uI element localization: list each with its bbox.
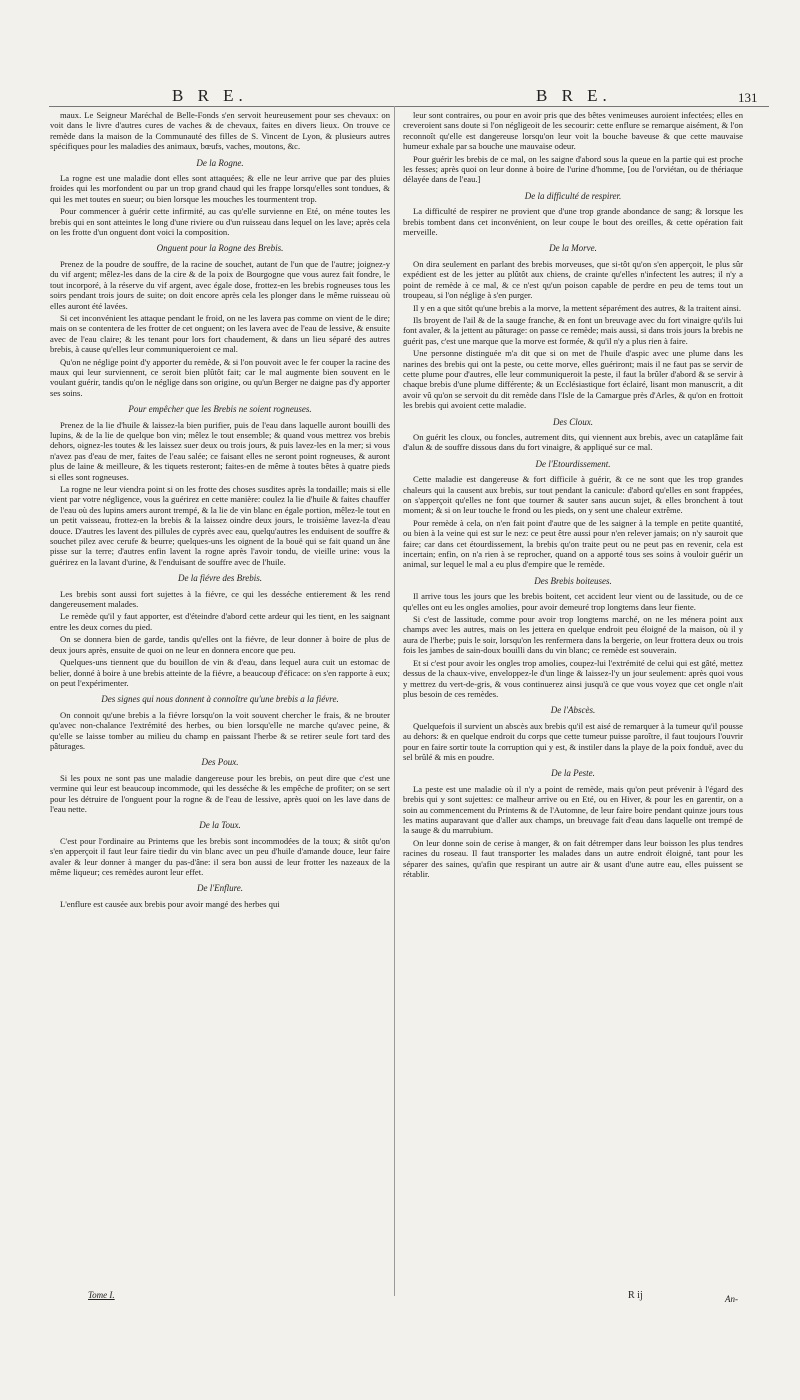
paragraph: L'enflure est causée aux brebis pour avoir mangé des herbes qui bbox=[60, 898, 280, 909]
paragraph: Si cet inconvénient les attaque pendant le froid, on ne les lavera pas comme on vient de le dire; mais on se contentera de les frotter de cet onguent; on les lavera avec de l'eau de lessive, & ensuite avec de l'eau claire; & les tenant pour lors fort chaudement, & dans un lieu séparé des autres brebis, à cause qu'elles leur communiqueroient ce mal. bbox=[50, 312, 390, 355]
paragraph: Prenez de la lie d'huile & laissez-la bien purifier, puis de l'eau dans laquelle auront bouilli des lupins, & de la lie de quelque bon vin; mêlez le tout ensemble; & quand vous mettrez vos brebis dehors, oignez-les toutes & les laissez suer deux ou trois jours, & puis lavez-les en la mer; si vous n'avez pas d'eau de mer, faites de l'eau salée; ce faisant elles ne seront point rogneuses, & auront plus de laine & meilleure, & les tiquets resteront; faites-en de même à toutes bêtes à quatre pieds si elles sont rogneuses. bbox=[50, 419, 390, 482]
left-column bbox=[50, 110, 390, 911]
section-heading: Onguent pour la Rogne des Brebis. bbox=[156, 243, 284, 254]
running-head-left: B R E. bbox=[172, 86, 248, 105]
paragraph: Pour guérir les brebis de ce mal, on les saigne d'abord sous la queue en la partie qui est proche les fesses; après quoi on leur donne à boire de l'urine d'homme, [ou de l'orviétan, ou de thériaque délayée dans de l'eau.] bbox=[403, 153, 743, 185]
section-heading: De la Peste. bbox=[551, 768, 595, 779]
paragraph: Et si c'est pour avoir les ongles trop amolies, coupez-lui l'extrémité de celui qui est gâté, mettez dessus de la chaux-vive, enveloppez-le d'un linge & laissez-l'y un jour seulement: après quoi vous y mettrez du vert-de-gris, & vous continuerez ainsi jusqu'à ce que vous voyez que cet ongle n'ait plus besoin de ces remèdes. bbox=[403, 657, 743, 699]
section-heading: De l'Abscès. bbox=[550, 705, 596, 716]
paragraph: Si c'est de lassitude, comme pour avoir trop longtems marché, on ne les ménera point aux champs avec les autres, mais on les jettera en quelque endroit peu éloigné de la maison, où il y aura de l'herbe; puis le soir, lorsqu'on les renfermera dans la bergerie, on leur frottera deux ou trois fois les jambes de sain-doux bouilli dans du vin blanc; ce remède est souverain. bbox=[403, 614, 743, 656]
paragraph: Une personne distinguée m'a dit que si on met de l'huile d'aspic avec une plume dans les narines des brebis qui ont la peste, ou cette morve, elles guériront; mais il ne faut pas se servir de cette plume pour d'autres, elle leur communiqueroit la peste, il faut la brûler d'abord & se servir à chaque brebis d'une plume différente; & un Ecclésiastique fort éclairé, lisant mon manuscrit, a dit avoir vû qu'on se servoit du dit remède dans l'Isle de la Camargue près d'Arles, & qu'on en frottoit les brebis qui avoient cette maladie. bbox=[403, 348, 743, 411]
section-heading: Des Cloux. bbox=[553, 416, 593, 427]
paragraph: leur sont contraires, ou pour en avoir pris que des bêtes venimeuses auroient infectées; elles en creveroient sans doute si l'on négligeoit de les secourir: cette enflure se remarque aisément, & l'on reconnoît qu'elle est dangereuse lorsqu'on leur voit la bouche baveuse & que cette mauvaise humeur exhale par sa bouche une mauvaise odeur. bbox=[403, 110, 743, 152]
running-head-right: B R E. bbox=[536, 86, 612, 105]
paragraph: La peste est une maladie où il n'y a point de remède, mais qu'on peut prévenir à l'égard des brebis qui y sont sujettes: ce malheur arrive ou en Eté, ou en Hiver, & pour les en garentir, on a soin au commencement du Printems & de l'Automne, de leur faire boire pendant quinze jours tous les matins auparavant que d'aller aux champs, un breuvage fait d'eau dans laquelle ont trempé de la sauge & du marrubium. bbox=[403, 783, 743, 836]
paragraph: Pour remède à cela, on n'en fait point d'autre que de les saigner à la temple en petite quantité, ou bien à la veine qui est sur le nez: ce peut être aussi pour n'en relever jamais; on n'y sauroit que faire; car dans cet étourdissement, la brebis qu'on traite peut ou ne peut pas en revenir, cela est incertain; enfin, on n'a rien à se reprocher, quand on a apporté tous ses soins à vouloir guérir un animal, sur lequel le mal a eu plus d'empire que le remède. bbox=[403, 517, 743, 570]
paragraph: On guérit les cloux, ou foncles, autrement dits, qui viennent aux brebis, avec un cataplâme fait d'alun & de souffre dissous dans du fort vinaigre, & appliqué sur ce mal. bbox=[403, 431, 743, 453]
catchword: An- bbox=[725, 1294, 738, 1304]
paragraph: Qu'on ne néglige point d'y apporter du remède, & si l'on pouvoit avec le fer couper la racine des maux qui leur surviennent, ce seroit bien plûtôt fait; car le mal augmente bien souvent en le voulant guérir, tandis qu'on le néglige dans son origine, ou qu'un Berger ne daigne pas d'y apporter ses soins. bbox=[50, 356, 390, 398]
paragraph: La rogne est une maladie dont elles sont attaquées; & elle ne leur arrive que par des pluies froides qui les morfondent ou par un trop grand chaud qui les frappe lorsqu'elles sont tondues, & qui les met toutes en sueur; ou bien lorsque les mouches les tourmentent trop. bbox=[50, 173, 390, 204]
paragraph: Les brebis sont aussi fort sujettes à la fiévre, ce qui les desséche entierement & les rend dangereusement malades. bbox=[50, 588, 390, 610]
section-heading: De la Rogne. bbox=[196, 157, 244, 168]
paragraph: C'est pour l'ordinaire au Printems que les brebis sont incommodées de la toux; & sitôt qu'on s'en apperçoit il faut leur faire tiedir du vin blanc avec un peu d'huile d'amande douce, leur faire avaler & leur donner à manger du pas-d'âne: il sera bon aussi de leur frotter les nazeaux de la même liqueur; ces remèdes auront leur effet. bbox=[50, 835, 390, 877]
section-heading: De la fiévre des Brebis. bbox=[177, 573, 263, 584]
paragraph: Si les poux ne sont pas une maladie dangereuse pour les brebis, on peut dire que c'est une vermine qui leur est beaucoup incommode, qui les desséche & les empêche de profiter; on se sert pour les détruire de l'onguent pour la rogne & de l'eau de lessive, après quoi on les lave dans de l'eau nette. bbox=[50, 772, 390, 814]
paragraph: On leur donne soin de cerise à manger, & on fait détremper dans leur boisson les plus tendres racines du roseau. Il faut transporter les malades dans un autre endroit éloigné, tant pour les séparer des saines, qu'afin que respirant un autre air & usant d'une autre eau, elles puissent se rétablir. bbox=[403, 837, 743, 879]
section-heading: Des Poux. bbox=[201, 757, 239, 768]
paragraph: Quelquefois il survient un abscès aux brebis qu'il est aisé de remarquer à la tumeur qu'il pousse au dehors: & en quelque endroit du corps que cette tumeur puisse paroître, il faut toujours l'ouvrir pour en faire sortir toute la corruption qui y est, & instiler dans la playe de la poix fonduë, avec du sel brûlé & mis en poudre. bbox=[403, 720, 743, 762]
paragraph: Il y en a que sitôt qu'une brebis a la morve, la mettent séparément des autres, & la traitent ainsi. bbox=[413, 302, 742, 313]
right-column bbox=[403, 110, 743, 881]
section-heading: Des Brebis boiteuses. bbox=[534, 575, 612, 586]
paragraph: Il arrive tous les jours que les brebis boitent, cet accident leur vient ou de lassitude, ou de ce qu'elles ont eu les ongles amolies, pour avoir demeuré trop longtems dans leur fiente. bbox=[403, 591, 743, 612]
header-rule bbox=[49, 106, 769, 107]
section-heading: Pour empêcher que les Brebis ne soient rogneuses. bbox=[128, 404, 312, 415]
paragraph: Ils broyent de l'ail & de la sauge franche, & en font un breuvage avec du fort vinaigre qu'ils lui font avaler, & la jettent au pâturage: on passe ce remède; mais aussi, si dans trois jours la brebis ne guérit pas, c'est une marque que la morve est formée, & qu'il n'y a plus rien à faire. bbox=[403, 314, 743, 346]
paragraph: La difficulté de respirer ne provient que d'une trop grande abondance de sang; & lorsque les brebis tombent dans cet inconvénient, on leur coupe le bout des oreilles, & cette opération fait merveille. bbox=[403, 206, 743, 238]
paragraph: La rogne ne leur viendra point si on les frotte des choses susdites après la tondaille; mais si elle vient par votre négligence, vous la guérirez en cette manière: coulez la lie d'huile & faites chauffer de l'eau où des lupins amers auront trempé, & la lie de vin blanc en égale portion, mêlez-le tout en un petit vaisseau, frottez-en la brebis & la laissez oindre deux jours, le troisième lavez-la d'eau douce. D'autres les lavent des pillules de cyprès avec eau, quelqu'autres les enduisent de souffre & souchet pilez avec cerufe & beurre; quelques-uns les oignent de la bouë qui se fait quand un âne pisse sur la terre; d'autres enfin lavent la rogne après l'avoir tondu, de vieille urine: vous la guérirez en la lavant d'urine, & l'enduisant de souffre avec de l'huile. bbox=[50, 484, 390, 567]
column-divider bbox=[394, 106, 395, 1296]
paragraph: On se donnera bien de garde, tandis qu'elles ont la fiévre, de leur donner à boire de plus de deux jours après, ensuite de quoi on ne leur en donnera encore que peu. bbox=[50, 634, 390, 655]
paragraph: On dira seulement en parlant des brebis morveuses, que si-tôt qu'on s'en apperçoit, le plus sûr expédient est de les jetter au plûtôt aux chiens, de crainte qu'elles n'infectent les autres; il n'y a point de remède à ce mal, & ce n'est qu'un poison capable de perdre en peu de tems tout un troupeau, si l'on néglige à s'en purger. bbox=[403, 258, 743, 301]
paragraph: maux. Le Seigneur Maréchal de Belle-Fonds s'en servoit heureusement pour ses chevaux: on voit dans le livre d'autres cures de vaches & de chevaux, faites en divers lieux. On trouve ce remède dans la maison de la Communauté des filles de S. Vincent de Lyon, & plusieurs autres spécifiques pour les maladies des animaux, bœufs, vaches, moutons, &c. bbox=[50, 110, 390, 152]
section-heading: De l'Enflure. bbox=[196, 883, 244, 894]
paragraph: On connoit qu'une brebis a la fiévre lorsqu'on la voit souvent chercher le frais, & ne brouter qu'avec non-chalance l'extrémité des herbes, ou bien lorsqu'elle ne marche qu'avec peine, & qu'elle se laisse tomber au milieu du champ en paissant l'herbe & se retirer seule fort tard des pâturages. bbox=[50, 709, 390, 751]
section-heading: De la difficulté de respirer. bbox=[524, 190, 622, 201]
paragraph: Cette maladie est dangereuse & fort difficile à guérir, & ce ne sont que les trop grandes chaleurs qui la causent aux brebis, sur tout pendant la canicule: d'abord qu'elles en sont frappées, on s'apperçoit qu'elles ne font que tourner & sauter sans aucun sujet, & elles bronchent à tout moment; & si on leur touche le frond ou les pieds, on y sent une chaleur extrême. bbox=[403, 474, 743, 516]
volume-signature: Tome I. bbox=[88, 1290, 115, 1300]
paragraph: Pour commencer à guérir cette infirmité, au cas qu'elle survienne en Eté, on méne toutes les brebis qui en sont atteintes le long d'une riviere ou d'un ruisseau dans lequel on les lave; après cela on les frotte d'un onguent dont voici la composition. bbox=[50, 206, 390, 238]
section-heading: Des signes qui nous donnent à connoître qu'une brebis a la fiévre. bbox=[101, 694, 339, 705]
page-number: 131 bbox=[738, 90, 758, 105]
gathering-signature: R ij bbox=[628, 1290, 643, 1301]
paragraph: Quelques-uns tiennent que du bouillon de vin & d'eau, dans lequel aura cuit un estomac de belier, donné à boire à une brebis atteinte de la fiévre, a beaucoup d'éficace: on s'en rapporte à eux; on peut l'expérimenter. bbox=[50, 657, 390, 688]
paragraph: Le remède qu'il y faut apporter, est d'éteindre d'abord cette ardeur qui les tient, en les saignant entre les deux cornes du pied. bbox=[50, 611, 390, 632]
paragraph: Prenez de la poudre de souffre, de la racine de souchet, autant de l'un que de l'autre; joignez-y du vif argent; mêlez-les dans de la cire & de la poix de Bourgogne que vous aurez fait fondre, le tout incorporé, à la réserve du vif argent, avec égale dose, frottez-en les brebis rogneuses tous les soirs pendant trois jours de suite; on doit encore après cela les plonger dans le même ruisseau où elles auront été lavées. bbox=[50, 258, 390, 311]
section-heading: De l'Etourdissement. bbox=[535, 458, 611, 469]
section-heading: De la Morve. bbox=[549, 243, 597, 254]
section-heading: De la Toux. bbox=[199, 820, 241, 831]
